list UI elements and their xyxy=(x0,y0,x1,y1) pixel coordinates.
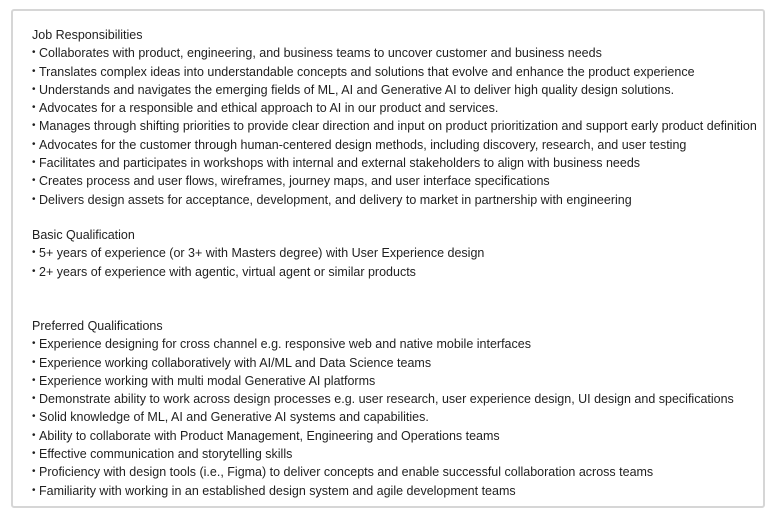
list-item-text: Demonstrate ability to work across design processes e.g. user research, user experience design, UI design and specifications xyxy=(39,392,734,407)
bullet: • xyxy=(32,47,36,59)
bullet: • xyxy=(32,484,36,496)
job-description-card xyxy=(11,9,765,508)
bullet: • xyxy=(32,448,36,460)
bullet: • xyxy=(32,466,36,478)
list-item xyxy=(32,244,484,262)
list-item-text: Translates complex ideas into understandable concepts and solutions that evolve and enhance the product experience xyxy=(39,64,695,79)
job-responsibilities-section xyxy=(32,26,757,209)
list-item xyxy=(32,335,734,353)
bullet: • xyxy=(32,247,36,259)
list-item-text: Familiarity with working in an established design system and agile development teams xyxy=(39,483,516,498)
list-item xyxy=(32,44,757,62)
list-item xyxy=(32,354,734,372)
bullet: • xyxy=(32,65,36,77)
list-item xyxy=(32,408,734,426)
list-item xyxy=(32,263,484,281)
list-item-text: Experience working with multi modal Generative AI platforms xyxy=(39,373,376,388)
list-item-text: 5+ years of experience (or 3+ with Masters degree) with User Experience design xyxy=(39,246,485,261)
list-item xyxy=(32,482,734,500)
list-item xyxy=(32,172,757,190)
bullet: • xyxy=(32,83,36,95)
list-item-text: Experience designing for cross channel e.g. responsive web and native mobile interfaces xyxy=(39,337,531,352)
list-item xyxy=(32,154,757,172)
bullet: • xyxy=(32,429,36,441)
job-responsibilities-heading: Job Responsibilities xyxy=(32,28,143,42)
bullet: • xyxy=(32,157,36,169)
job-responsibilities-list xyxy=(32,44,757,209)
basic-qualification-list xyxy=(32,244,484,281)
list-item xyxy=(32,372,734,390)
bullet: • xyxy=(32,393,36,405)
list-item xyxy=(32,117,757,135)
list-item-text: Advocates for the customer through human-centered design methods, including discovery, research, and user testing xyxy=(39,137,687,152)
list-item-text: Delivers design assets for acceptance, development, and delivery to market in partnership with engineering xyxy=(39,192,632,207)
bullet: • xyxy=(32,175,36,187)
list-item-text: 2+ years of experience with agentic, virtual agent or similar products xyxy=(39,264,416,279)
list-item xyxy=(32,445,734,463)
list-item-text: Effective communication and storytelling skills xyxy=(39,447,293,462)
list-item xyxy=(32,390,734,408)
bullet: • xyxy=(32,265,36,277)
bullet: • xyxy=(32,356,36,368)
bullet: • xyxy=(32,193,36,205)
list-item-text: Understands and navigates the emerging fields of ML, AI and Generative AI to deliver high quality design solutions. xyxy=(39,82,675,97)
list-item xyxy=(32,463,734,481)
basic-qualification-section xyxy=(32,226,484,281)
bullet: • xyxy=(32,102,36,114)
bullet: • xyxy=(32,411,36,423)
list-item-text: Collaborates with product, engineering, and business teams to uncover customer and business needs xyxy=(39,46,602,61)
list-item xyxy=(32,191,757,209)
list-item-text: Solid knowledge of ML, AI and Generative AI systems and capabilities. xyxy=(39,410,429,425)
list-item-text: Ability to collaborate with Product Management, Engineering and Operations teams xyxy=(39,428,500,443)
list-item xyxy=(32,427,734,445)
bullet: • xyxy=(32,138,36,150)
list-item-text: Facilitates and participates in workshops with internal and external stakeholders to align with business needs xyxy=(39,156,641,171)
basic-qualification-heading: Basic Qualification xyxy=(32,228,135,242)
list-item-text: Advocates for a responsible and ethical approach to AI in our product and services. xyxy=(39,101,499,116)
bullet: • xyxy=(32,338,36,350)
bullet: • xyxy=(32,374,36,386)
list-item xyxy=(32,81,757,99)
list-item xyxy=(32,136,757,154)
preferred-qualifications-heading: Preferred Qualifications xyxy=(32,319,163,333)
list-item-text: Proficiency with design tools (i.e., Figma) to deliver concepts and enable successful collaboration across teams xyxy=(39,465,654,480)
bullet: • xyxy=(32,120,36,132)
list-item-text: Manages through shifting priorities to provide clear direction and input on product prioritization and support early product definition xyxy=(39,119,757,134)
list-item-text: Experience working collaboratively with AI/ML and Data Science teams xyxy=(39,355,432,370)
preferred-qualifications-list xyxy=(32,335,734,500)
list-item xyxy=(32,63,757,81)
preferred-qualifications-section xyxy=(32,317,734,500)
list-item-text: Creates process and user flows, wireframes, journey maps, and user interface specifications xyxy=(39,174,550,189)
list-item xyxy=(32,99,757,117)
